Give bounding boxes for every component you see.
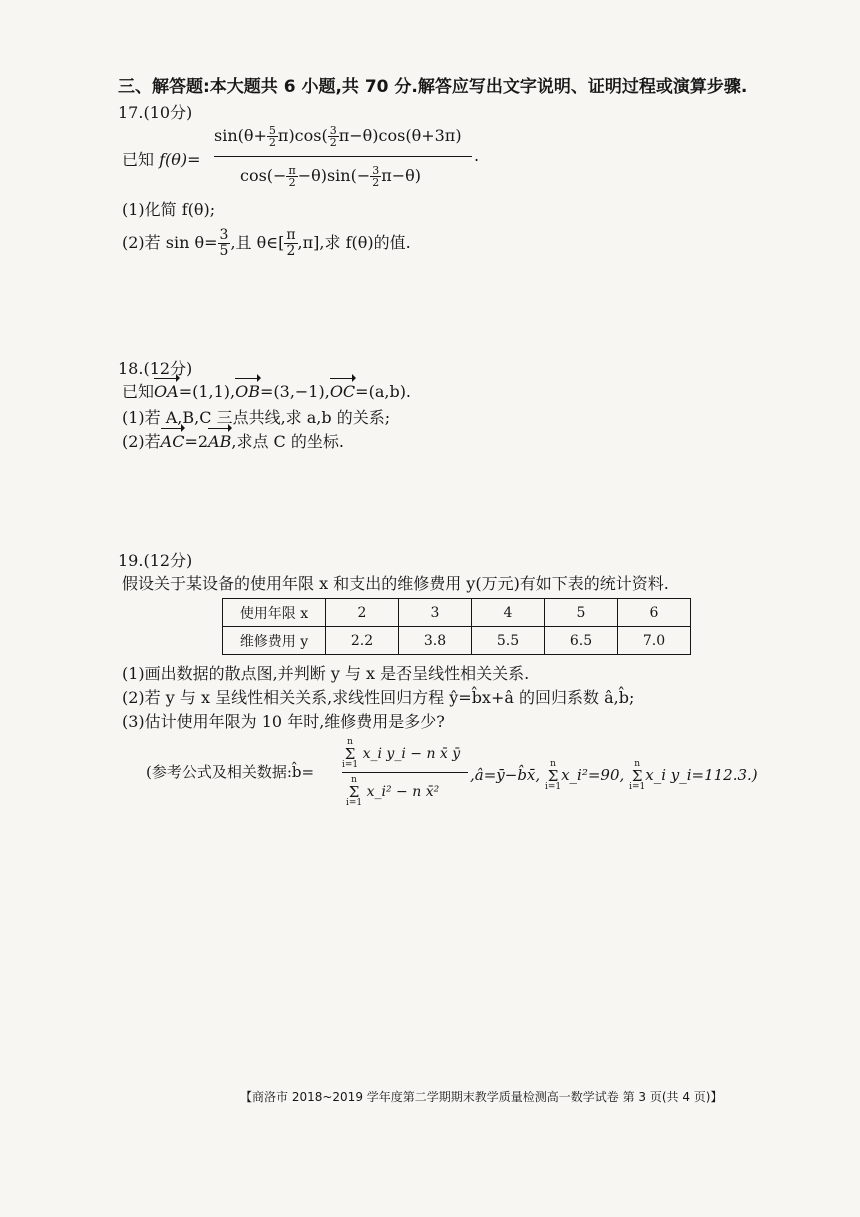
q18-part2-c: ,求点 C 的坐标. xyxy=(231,432,344,451)
q17-part1: (1)化简 f(θ); xyxy=(122,200,216,219)
q18-given xyxy=(122,380,411,404)
q17-frac-pi-2 xyxy=(286,165,297,188)
table-cell: 6 xyxy=(618,599,691,627)
q17-part2-num2: π xyxy=(286,227,296,243)
q17-frac4-den: 2 xyxy=(372,176,380,189)
q18-part2-a: (2)若 xyxy=(122,432,161,451)
table-row xyxy=(223,627,691,655)
q17-part2-b: ,且 θ∈[ xyxy=(230,233,285,252)
q17-frac4-num: 3 xyxy=(372,164,380,177)
q17-numerator xyxy=(214,124,462,148)
q19-ref-fraction-bar xyxy=(342,772,468,773)
sum-icon: n Σ i=1 xyxy=(629,759,646,792)
table-cell: 2 xyxy=(326,599,399,627)
vector-ac: AC xyxy=(161,430,185,454)
q17-part2-frac-3-5 xyxy=(218,228,231,259)
q19-data-table xyxy=(222,598,691,655)
q17-denominator xyxy=(240,164,421,188)
sum-icon: n Σ i=1 xyxy=(544,759,562,792)
q17-frac-5-2 xyxy=(267,125,278,148)
table-row xyxy=(223,599,691,627)
sigma-top: n xyxy=(351,775,357,785)
q19-ref-c: x_i²=90, xyxy=(561,766,625,784)
q17-part2-den2: 2 xyxy=(286,243,296,259)
sigma-bottom: i=1 xyxy=(342,760,359,770)
q19-ref-denominator xyxy=(346,776,439,808)
q19-header: 19.(12分) xyxy=(118,551,193,570)
q19-reference-a: (参考公式及相关数据:b̂= xyxy=(146,763,315,781)
table-cell: 2.2 xyxy=(326,627,399,655)
vector-oc: OC xyxy=(330,380,355,404)
q17-num-part-b: π)cos( xyxy=(277,126,328,145)
q17-frac1-den: 2 xyxy=(268,136,276,149)
sigma-bottom: i=1 xyxy=(629,782,646,792)
q17-den-part-b: −θ)sin(− xyxy=(297,166,371,185)
sum-icon: n Σ i=1 xyxy=(346,775,363,808)
q19-part3: (3)估计使用年限为 10 年时,维修费用是多少? xyxy=(122,712,445,731)
q19-ref-b: ,â=ȳ−b̂x̄, xyxy=(470,766,541,784)
q17-intro-text: 已知 xyxy=(122,150,155,169)
q18-header: 18.(12分) xyxy=(118,359,193,378)
q17-frac1-num: 5 xyxy=(268,124,276,137)
q17-part2-den: 5 xyxy=(219,243,229,259)
vector-oa: OA xyxy=(154,380,179,404)
sigma-bottom: i=1 xyxy=(346,798,363,808)
vector-ab: AB xyxy=(208,430,231,454)
q19-part2: (2)若 y 与 x 呈线性相关关系,求线性回归方程 ŷ=b̂x+â 的回归系数 â,b̂; xyxy=(122,688,635,707)
q17-num-part-c: π−θ)cos(θ+3π) xyxy=(338,126,462,145)
table-cell: 4 xyxy=(472,599,545,627)
table-cell: 3.8 xyxy=(399,627,472,655)
q19-reference-rest xyxy=(470,760,758,792)
page-footer: 【商洛市 2018~2019 学年度第二学期期末教学质量检测高一数学试卷 第 3 页(共 4 页)】 xyxy=(240,1090,723,1104)
table-cell: 5.5 xyxy=(472,627,545,655)
sigma-top: n xyxy=(634,759,641,769)
q17-frac-3-2 xyxy=(328,125,339,148)
q19-ref-num-text: x_i y_i − n x̄ ȳ xyxy=(362,746,461,762)
sigma-top: n xyxy=(347,737,353,747)
q17-frac2-num: 3 xyxy=(329,124,337,137)
table-cell: 5 xyxy=(545,599,618,627)
q17-function-name: f(θ)= xyxy=(159,150,201,169)
q18-given-a: 已知 xyxy=(122,382,155,401)
q17-period: . xyxy=(474,146,480,165)
q17-frac2-den: 2 xyxy=(329,136,337,149)
q19-ref-den-text: x_i² − n x̄² xyxy=(366,784,440,800)
q19-part1: (1)画出数据的散点图,并判断 y 与 x 是否呈线性相关关系. xyxy=(122,664,530,683)
q17-header: 17.(10分) xyxy=(118,103,193,122)
q19-ref-d: x_i y_i=112.3.) xyxy=(645,766,758,784)
vector-ob: OB xyxy=(235,380,260,404)
q18-part2 xyxy=(122,430,344,454)
q17-part2-a: (2)若 sin θ= xyxy=(122,233,218,252)
q18-part1: (1)若 A,B,C 三点共线,求 a,b 的关系; xyxy=(122,408,391,427)
sigma-bottom: i=1 xyxy=(544,782,562,792)
q17-part2-num: 3 xyxy=(219,227,229,243)
q17-part2-frac-pi-2 xyxy=(284,228,297,259)
q17-den-part-c: π−θ) xyxy=(381,166,422,185)
table-cell: 6.5 xyxy=(545,627,618,655)
q17-intro xyxy=(122,148,201,172)
q17-den-part-a: cos(− xyxy=(240,166,287,185)
q17-frac3-num: π xyxy=(288,164,296,177)
q19-intro: 假设关于某设备的使用年限 x 和支出的维修费用 y(万元)有如下表的统计资料. xyxy=(122,574,669,593)
q17-frac-3-2b xyxy=(370,165,381,188)
q17-part2 xyxy=(122,228,411,259)
table-cell: 3 xyxy=(399,599,472,627)
q17-frac3-den: 2 xyxy=(288,176,296,189)
table-row-header: 使用年限 x xyxy=(223,599,326,627)
q18-part2-b: =2 xyxy=(184,432,209,451)
table-cell: 7.0 xyxy=(618,627,691,655)
q19-ref-numerator xyxy=(342,738,460,770)
table-row-header: 维修费用 y xyxy=(223,627,326,655)
q17-fraction-bar xyxy=(214,156,472,157)
section-title: 三、解答题:本大题共 6 小题,共 70 分.解答应写出文字说明、证明过程或演算步骤. xyxy=(118,77,748,97)
sigma-top: n xyxy=(550,759,556,769)
q18-given-b: =(1,1), xyxy=(178,382,236,401)
sum-icon: n Σ i=1 xyxy=(342,737,359,770)
q18-given-d: =(a,b). xyxy=(355,382,412,401)
q18-given-c: =(3,−1), xyxy=(259,382,330,401)
q17-part2-c: ,π],求 f(θ)的值. xyxy=(297,233,411,252)
q17-num-part-a: sin(θ+ xyxy=(214,126,267,145)
